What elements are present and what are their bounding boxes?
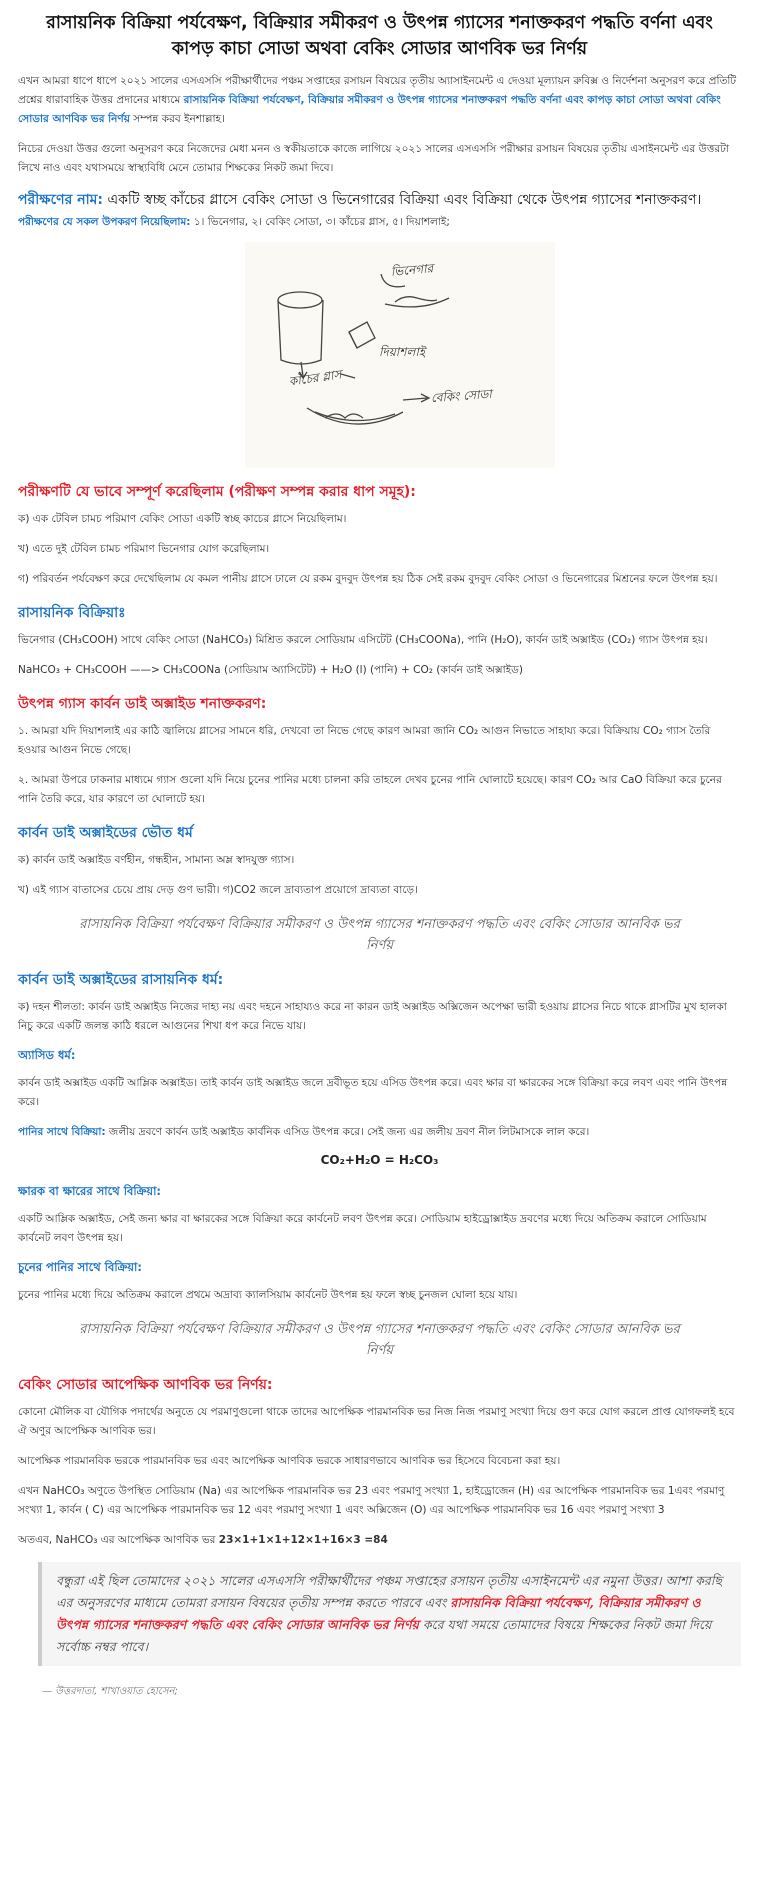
steps-heading: পরীক্ষণটি যে ভাবে সম্পূর্ণ করেছিলাম (পরীক্ষণ সম্পন্ন করার ধাপ সমূহ): xyxy=(18,484,416,500)
sketch-label-glass: কাঁচের গ্লাস xyxy=(288,367,343,389)
molecular-mass-paragraph: আপেক্ষিক পারমানবিক ভরকে পারমানবিক ভর এবং আপেক্ষিক আণবিক ভরকে সাধারণভাবে আণবিক ভর হিসেবে বিবেচনা করা হয়। xyxy=(18,1455,561,1467)
identification-item: ২. আমরা উপরে ঢাকনার মাধ্যমে গ্যাস গুলো যদি নিয়ে চুনের পানির মধ্যে চালনা করি তাহলে দেখব চুনের পানি ঘোলাটে হয়েছে। কারণ CO₂ আর CaO বিক্রিয়া করে চুনের পানি তৈরি করে, যার কারণে তা ঘোলাটে হয়। xyxy=(18,774,722,805)
experiment-name xyxy=(18,189,741,211)
identification-item: ১. আমরা যদি দিয়াশলাই এর কাঠি জ্বালিয়ে গ্লাসের সামনে ধরি, দেখবো তা নিভে গেছে কারণ আমরা জানি CO₂ আগুন নিভাতে সাহায্য করে। বিক্রিয়ায় CO₂ গ্যাস তৈরি হওয়ার আগুন নিভে গেছে। xyxy=(18,725,711,756)
author-credit: — উত্তরদাতা, শাখাওয়াত হোসেন; xyxy=(42,1686,178,1697)
limewater-reaction-heading: চুনের পানির সাথে বিক্রিয়া: xyxy=(18,1260,142,1274)
sketch-label-baking-soda: বেকিং সোডা xyxy=(430,386,493,406)
experiment-name-text: একটি স্বচ্ছ কাঁচের গ্লাসে বেকিং সোডা ও ভিনেগারের বিক্রিয়া এবং বিক্রিয়া থেকে উৎপন্ন গ্যাসের শনাক্তকরণ। xyxy=(103,192,702,208)
physical-property-item: ক) কার্বন ডাই অক্সাইড বর্ণহীন, গন্ধহীন, সামান্য অম্ল স্বাদযুক্ত গ্যাস। xyxy=(18,854,295,866)
reaction-heading: রাসায়নিক বিক্রিয়াঃ xyxy=(18,605,126,621)
intro-text: এখন আমরা ধাপে ধাপে ২০২১ সালের এসএসসি পরীক্ষার্থীদের পঞ্চম সপ্তাহের রসায়ন বিষয়ের তৃতীয় অ্যাসাইনমেন্ট এ দেওয়া মূল্যায়ন রুবিক্স ও নির্দেশনা অনুসরণ করে প্রতিটি প্রশ্নের ধারাবাহিক উত্তর প্রদানের মাধ্যমে xyxy=(18,75,737,106)
physical-properties-heading: কার্বন ডাই অক্সাইডের ভৌত ধর্ম xyxy=(18,825,193,841)
sketch-label-vinegar: ভিনেগার xyxy=(390,261,434,279)
intro-paragraph xyxy=(18,72,741,129)
intro-text-end: সম্পন্ন করব ইনশাল্লাহ। xyxy=(129,113,225,125)
intro-highlight: রাসায়নিক বিক্রিয়া পর্যবেক্ষণ, বিক্রিয়ার সমীকরণ ও উৎপন্ন গ্যাসের শনাক্তকরণ পদ্ধতি বর্ণনা এবং কাপড় কাচা সোডা অথবা বেকিং সোডার আণবিক ভর নির্ণয় xyxy=(18,94,721,125)
molecular-mass-paragraph: এখন NaHCO₃ অণুতে উপস্থিত সোডিয়াম (Na) এর আপেক্ষিক পারমানবিক ভর 23 এবং পরমাণু সংখ্যা 1, হাইড্রোজেন (H) এর আপেক্ষিক পারমানবিক ভর 1এবং পরমাণু সংখ্যা 1, কার্বন ( C) এর আপেক্ষিক পারমানবিক ভর 12 এবং পরমাণু সংখ্যা 1 এবং অক্সিজেন (O) এর আপেক্ষিক পারমানবিক ভর 16 এবং পরমাণু সংখ্যা 3 xyxy=(18,1485,725,1516)
alkali-reaction-paragraph: একটি আম্লিক অক্সাইড, সেই জন্য ক্ষার বা ক্ষারকের সঙ্গে বিক্রিয়া করে কার্বনেট লবণ উৎপন্ন করে। সোডিয়াম হাইড্রোক্সাইড দ্রবণের মধ্যে দিয়ে অতিক্রম করালে সোডিয়াম কার্বনেট লবণ উৎপন্ন হয়। xyxy=(18,1213,707,1244)
equipment-label: পরীক্ষণের যে সকল উপকরণ নিয়েছিলাম: xyxy=(18,216,191,228)
acid-property-paragraph: কার্বন ডাই অক্সাইড একটি আম্লিক অক্সাইড। তাই কার্বন ডাই অক্সাইড জলে দ্রবীভূত হয়ে এসিড উৎপন্ন করে। এবং ক্ষার বা ক্ষারকের সঙ্গে বিক্রিয়া করে লবণ এবং পানি উৎপন্ন করে। xyxy=(18,1077,728,1108)
closing-text: বন্ধুরা এই ছিল তোমাদের ২০২১ সালের এসএসসি পরীক্ষার্থীদের পঞ্চম সপ্তাহের রসায়ন তৃতীয় এসাইনমেন্ট এর নমুনা উত্তর। আশা করছি এর অনুসরণের মাধ্যমে তোমরা রসায়ন বিষয়ের তৃতীয় সম্পন্ন করতে পারবে এবং xyxy=(56,1573,722,1610)
closing-blockquote xyxy=(38,1562,741,1666)
step-item: ক) এক টেবিল চামচ পরিমাণ বেকিং সোডা একটি স্বচ্ছ কাচের গ্লাসে নিয়েছিলাম। xyxy=(18,513,347,525)
result-prefix: অতএব, NaHCO₃ এর আপেক্ষিক আণবিক ভর xyxy=(18,1534,219,1546)
reaction-paragraph: ভিনেগার (CH₃COOH) সাথে বেকিং সোডা (NaHCO₃) মিশ্রিত করলে সোডিয়াম এসিটেট (CH₃COONa), পানি (H₂O), কার্বন ডাই অক্সাইড (CO₂) গ্যাস উৎপন্ন হয়। xyxy=(18,634,708,646)
water-reaction-label: পানির সাথে বিক্রিয়া: xyxy=(18,1126,106,1138)
carbonic-acid-formula: CO₂+H₂O = H₂CO₃ xyxy=(320,1153,439,1167)
physical-property-item: খ) এই গ্যাস বাতাসের চেয়ে প্রায় দেড় গুণ ভারী। গ)CO2 জলে দ্রাব্যতাপ প্রয়োগে দ্রাব্যতা বাড়ে। xyxy=(18,884,418,896)
closing-highlight: রাসায়নিক বিক্রিয়া পর্যবেক্ষণ, বিক্রিয়ার সমীকরণ ও উৎপন্ন গ্যাসের শনাক্তকরণ পদ্ধতি এবং বেকিং সোডার আনবিক ভর নির্ণয় xyxy=(56,1595,701,1632)
molecular-mass-heading: বেকিং সোডার আপেক্ষিক আণবিক ভর নির্ণয়: xyxy=(18,1377,273,1393)
equipment-line xyxy=(18,215,741,232)
limewater-reaction-paragraph: চুনের পানির মধ্যে দিয়ে অতিক্রম করালে প্রথমে অদ্রাব্য ক্যালসিয়াম কার্বনেট উৎপন্ন হয় ফলে স্বচ্ছ চুনজল ঘোলা হয়ে যায়। xyxy=(18,1289,518,1301)
step-item: খ) এতে দুই টেবিল চামচ পরিমাণ ভিনেগার যোগ করেছিলাম। xyxy=(18,543,270,555)
identification-heading: উৎপন্ন গ্যাস কার্বন ডাই অক্সাইড শনাক্তকরণ: xyxy=(18,696,267,712)
combustibility-paragraph: ক) দহন শীলতা: কার্বন ডাই অক্সাইড নিজের দাহ্য নয় এবং দহনে সাহায্যও করে না কারন ডাই অক্সাইড অক্সিজেন অপেক্ষা ভারী হওয়ায় গ্লাসের নিচে থাকে গ্লাসটির মুখ হালকা নিচু করে একটি জলন্ত কাঠি ধরলে আগুনের শিখা ধপ করে নিভে যায়। xyxy=(18,1001,727,1032)
water-reaction-paragraph xyxy=(18,1123,741,1142)
caption-1: রাসায়নিক বিক্রিয়া পর্যবেক্ষণ বিক্রিয়ার সমীকরণ ও উৎপন্ন গ্যাসের শনাক্তকরণ পদ্ধতি এবং বেকিং সোডার আনবিক ভর নির্ণয় xyxy=(79,917,680,953)
step-item: গ) পরিবর্তন পর্যবেক্ষণ করে দেখেছিলাম যে কমল পানীয় গ্লাসে ঢালে যে রকম বুদবুদ উৎপন্ন হয় ঠিক সেই রকম বুদবুদ বেকিং সোডা ও ভিনেগারের মিশ্রনের ফলে উৎপন্ন হয়। xyxy=(18,573,718,585)
equipment-text: ১। ভিনেগার, ২। বেকিং সোডা, ৩। কাঁচের গ্লাস, ৫। দিয়াশলাই; xyxy=(190,216,450,228)
chemical-properties-heading: কার্বন ডাই অক্সাইডের রাসায়নিক ধর্ম: xyxy=(18,972,224,988)
sketch-label-matchbox: দিয়াশলাই xyxy=(379,345,426,359)
acid-property-heading: অ্যাসিড ধর্ম: xyxy=(18,1048,76,1062)
result-value: 23×1+1×1+12×1+16×3 =84 xyxy=(218,1534,388,1546)
alkali-reaction-heading: ক্ষারক বা ক্ষারের সাথে বিক্রিয়া: xyxy=(18,1184,162,1198)
caption-2: রাসায়নিক বিক্রিয়া পর্যবেক্ষণ বিক্রিয়ার সমীকরণ ও উৎপন্ন গ্যাসের শনাক্তকরণ পদ্ধতি এবং বেকিং সোডার আনবিক ভর নির্ণয় xyxy=(79,1322,680,1358)
water-reaction-text: জলীয় দ্রবণে কার্বন ডাই অক্সাইড কার্বনিক এসিড উৎপন্ন করে। সেই জন্য এর জলীয় দ্রবণ নীল লিটমাসকে লাল করে। xyxy=(105,1126,590,1138)
reaction-equation: NaHCO₃ + CH₃COOH ——> CH₃COONa (সোডিয়াম অ্যাসিটেট) + H₂O (l) (পানি) + CO₂ (কার্বন ডাই অক্সাইড) xyxy=(18,664,523,676)
page-title: রাসায়নিক বিক্রিয়া পর্যবেক্ষণ, বিক্রিয়ার সমীকরণ ও উৎপন্ন গ্যাসের শনাক্তকরণ পদ্ধতি বর্ণনা এবং কাপড় কাচা সোডা অথবা বেকিং সোডার আণবিক ভর নির্ণয় xyxy=(46,13,713,59)
experiment-sketch-image xyxy=(245,242,555,468)
intro-paragraph-2: নিচের দেওয়া উত্তর গুলো অনুসরণ করে নিজেদের মেধা মনন ও স্বকীয়তাকে কাজে লাগিয়ে ২০২১ সালের এসএসসি পরীক্ষার রসায়ন বিষয়ের তৃতীয় এসাইনমেন্ট এর উত্তরটা লিখে নাও এবং যথাসময়ে স্বাস্থ্যবিধি মেনে তোমার শিক্ষকের নিকট জমা দিবে। xyxy=(18,143,729,174)
closing-text-end: করে যথা সময়ে তোমাদের বিষয়ে শিক্ষকের নিকট জমা দিয়ে সর্বোচ্চ নম্বর পাবে। xyxy=(56,1617,712,1654)
molecular-mass-result xyxy=(18,1531,741,1550)
experiment-name-label: পরীক্ষণের নাম: xyxy=(18,192,104,208)
molecular-mass-paragraph: কোনো মৌলিক বা যৌগিক পদার্থের অনুতে যে পরমাণুগুলো থাকে তাদের আপেক্ষিক পারমানবিক ভর নিজ নিজ পরমাণু সংখ্যা দিয়ে গুণ করে যোগ করলে প্রাপ্ত যোগফলই হবে ঐ অণুর আপেক্ষিক আণবিক ভর। xyxy=(18,1406,735,1437)
